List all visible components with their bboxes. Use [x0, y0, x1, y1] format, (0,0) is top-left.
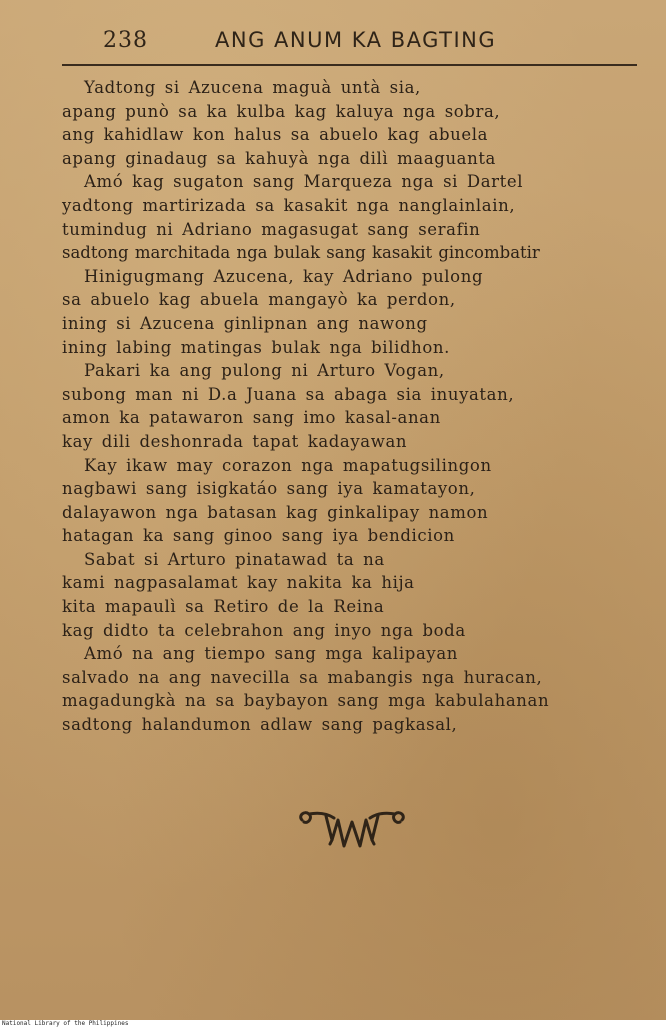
poem-line: Pakari ka ang pulong ni Arturo Vogan, [84, 361, 445, 381]
poem-line: Hinigugmang Azucena, kay Adriano pulong [84, 266, 484, 286]
poem-line: ining si Azucena ginlipnan ang nawong [62, 313, 428, 333]
poem-line: subong man ni D.a Juana sa abaga sia inuyatan, [62, 384, 515, 404]
fleuron-ornament-icon [296, 806, 408, 852]
poem-line: tumindug ni Adriano magasugat sang serafin [62, 219, 481, 239]
poem-line: hatagan ka sang ginoo sang iya bendicion [62, 526, 455, 546]
page-number: 238 [103, 28, 148, 53]
poem-line: kami nagpasalamat kay nakita ka hija [62, 573, 415, 593]
header-rule [62, 64, 637, 66]
poem-line: Amó na ang tiempo sang mga kalipayan [84, 644, 458, 664]
poem-line: kag didto ta celebrahon ang inyo nga boda [62, 620, 466, 640]
scan-credit: National Library of the Philippines [2, 1020, 129, 1027]
poem-line: ining labing matingas bulak nga bilidhon. [62, 337, 450, 357]
running-head-title: ANG ANUM KA BAGTING [215, 28, 497, 52]
poem-line: Kay ikaw may corazon nga mapatugsilingon [84, 455, 492, 475]
poem-line: sadtong marchitada nga bulak sang kasakit gincombatir [62, 243, 540, 263]
poem-line: kay dili deshonrada tapat kadayawan [62, 431, 408, 451]
poem-line: amon ka patawaron sang imo kasal-anan [62, 408, 441, 428]
poem-line: magadungkà na sa baybayon sang mga kabulahanan [62, 691, 550, 711]
poem-line: ang kahidlaw kon halus sa abuelo kag abuela [62, 125, 489, 145]
poem-line: sa abuelo kag abuela mangayò ka perdon, [62, 290, 456, 310]
poem-line: sadtong halandumon adlaw sang pagkasal, [62, 715, 458, 735]
poem-text [62, 76, 652, 737]
poem-line: Sabat si Arturo pinatawad ta na [84, 549, 385, 569]
poem-line: Amó kag sugaton sang Marqueza nga si Dartel [84, 172, 524, 192]
poem-line: apang ginadaug sa kahuyà nga dilì maaguanta [62, 148, 496, 168]
poem-line: yadtong martirizada sa kasakit nga nanglainlain, [62, 195, 516, 215]
poem-line: kita mapaulì sa Retiro de la Reina [62, 597, 385, 617]
poem-line: dalayawon nga batasan kag ginkalipay namon [62, 502, 489, 522]
poem-line: salvado na ang navecilla sa mabangis nga huracan, [62, 667, 543, 687]
poem-line: Yadtong si Azucena maguà untà sia, [84, 78, 421, 97]
poem-line: nagbawi sang isigkatáo sang iya kamatayon, [62, 479, 476, 499]
poem-line: apang punò sa ka kulba kag kaluya nga sobra, [62, 101, 501, 121]
